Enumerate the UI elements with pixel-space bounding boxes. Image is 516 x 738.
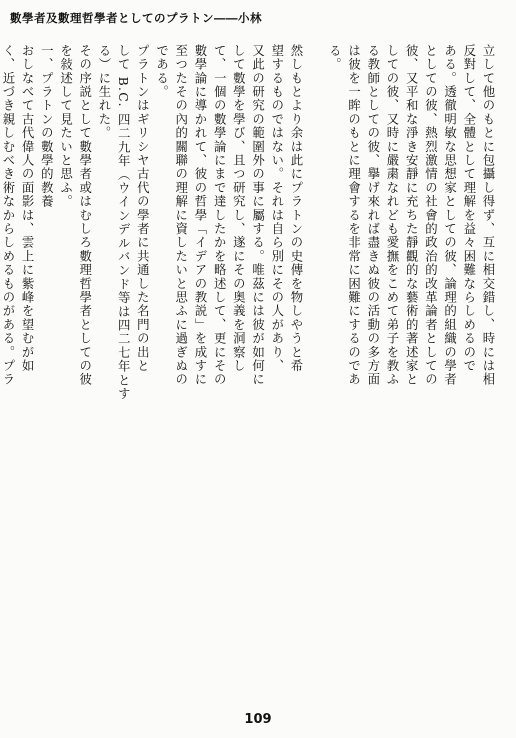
text-line: して B.C. 四二九年（ウインデルバンド等は四二七年とす xyxy=(116,44,132,401)
text-line: る教師としての彼、擧げ來れば盡きぬ彼の活動の多方面 xyxy=(365,44,381,387)
text-line: 立して他のもとに包攝し得ず、互に相交錯し、時には相 xyxy=(481,44,496,387)
text-line: く、近づき親しむべき術なからしめるものがある。プラ xyxy=(0,44,16,387)
text-line: して數學を學び、且つ研究し、遂にその奥義を洞察し xyxy=(231,44,247,373)
text-line: 又此の研究の範圍外の事に屬する。唯茲には彼が如何に xyxy=(250,44,266,387)
text-line: ある。透徹明敏な思想家としての彼、論理的組織の學者 xyxy=(442,44,458,387)
text-line: 數學論に導かれて、彼の哲學「イデアの教説」を成すに xyxy=(192,44,208,387)
text-line: 然しもとより余は此にプラトンの史傳を物しやうと希 xyxy=(288,44,304,373)
text-line: 一、プラトンの數學的教養 xyxy=(39,44,55,209)
text-column-right xyxy=(95,44,498,696)
text-line: 望するものではない。それは自ら別にその人があり、 xyxy=(269,44,285,373)
text-line: て、一個の數學論にまで達したかを略述して、更にその xyxy=(212,44,228,387)
text-line: る。 xyxy=(327,44,343,72)
text-line: 至つたその內的關聯の理解に資したいと思ふに過ぎぬの xyxy=(173,44,189,387)
text-line: 反對して、全體として理解を益々困難ならしめるので xyxy=(461,44,477,373)
text-line xyxy=(306,44,325,696)
text-line: その序説として數學者或はむしろ數理哲學者としての彼 xyxy=(77,44,93,387)
text-line: しての彼、又時に嚴粛なれども愛撫をこめて弟子を教ふ xyxy=(384,44,400,387)
text-line: としての彼、熱烈激情の社會的政治的改革論者としての xyxy=(423,44,439,387)
text-line: は彼を一眸のもとに理會するを非常に困難にするのであ xyxy=(346,44,362,387)
text-line: る）に生れた。 xyxy=(96,44,112,140)
text-column-left xyxy=(0,44,95,696)
text-line: である。 xyxy=(154,44,170,99)
page-number: 109 xyxy=(244,712,272,727)
text-line: を敍述して見たいと思ふ。 xyxy=(58,44,74,209)
running-header: 數學者及數理哲學者としてのプラトン――小林 xyxy=(10,11,262,25)
text-line: プラトンはギリシヤ古代の學者に共通した名門の出と xyxy=(135,44,151,373)
text-line: 彼、又平和な淨き安靜に充ちた靜觀的な藝術的著述家と xyxy=(404,44,420,387)
text-line: おしなべて古代偉人の面影は、雲上に紫峰を望むが如 xyxy=(20,44,36,373)
body-text xyxy=(0,44,498,696)
